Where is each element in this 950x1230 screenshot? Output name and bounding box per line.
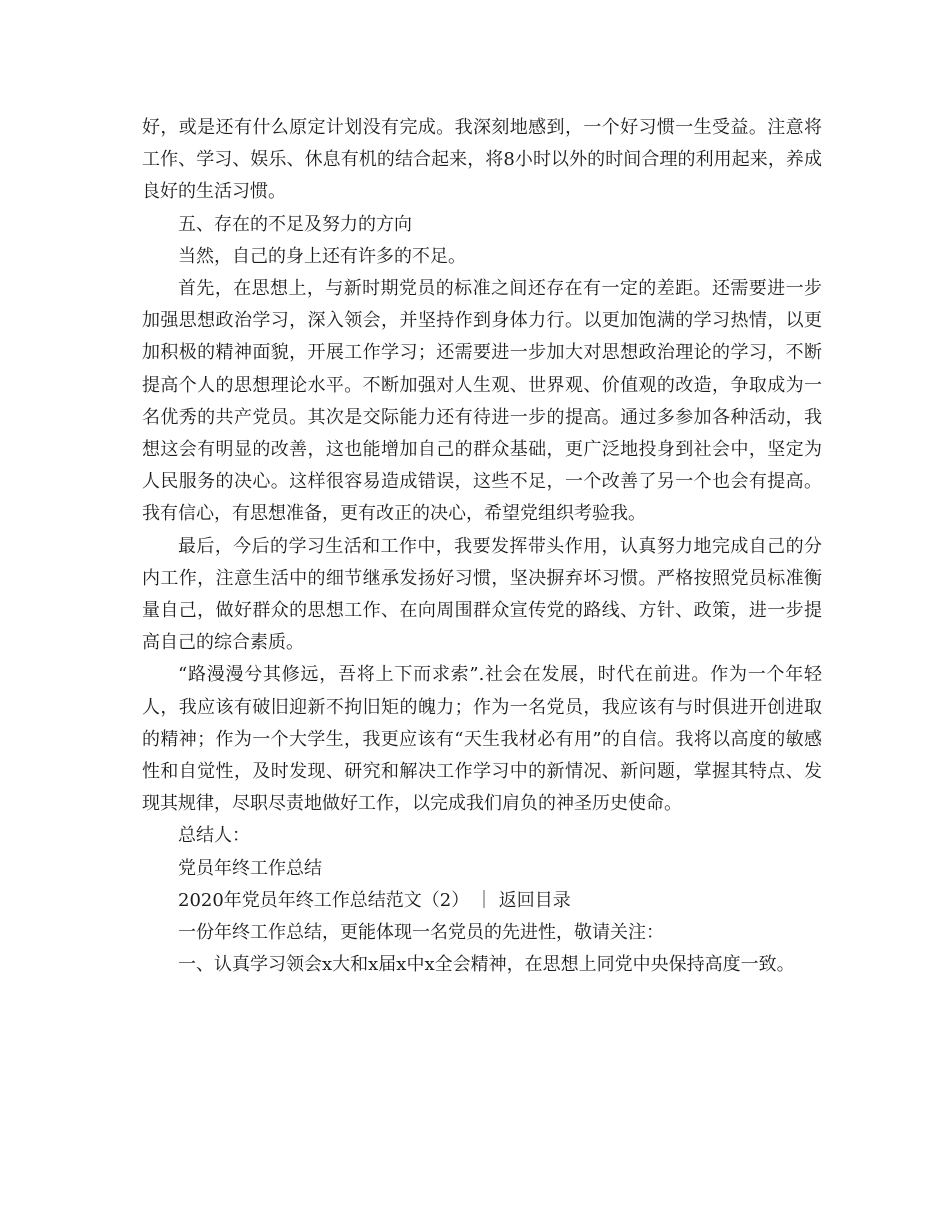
paragraph-intro-second: 一份年终工作总结，更能体现一名党员的先进性，敬请关注： [178,922,664,944]
paragraph-finally: 最后，今后的学习生活和工作中，我要发挥带头作用，认真努力地完成自己的分内工作，注意生活中的细节继承发扬好习惯，坚决摒弃坏习惯。严格按照党员标准衡量自己，做好群众的思想工作、在向周围群众宣传党的路线、方针、政策，进一步提高自己的综合素质。 [142,535,822,654]
document-body [142,112,822,981]
summarizer-line: 总结人： [178,825,250,847]
paragraph-point-one: 一、认真学习领会x大和x届x中x全会精神，在思想上同党中央保持高度一致。 [178,954,795,976]
section-heading-shortcomings: 五、存在的不足及努力的方向 [178,213,412,235]
toc-link-line[interactable]: 2020年党员年终工作总结范文（2） ｜ 返回目录 [178,889,571,911]
paragraph-quote: “路漫漫兮其修远，吾将上下而求索”.社会在发展，时代在前进。作为一个年轻人，我应该有破旧迎新不拘旧矩的魄力；作为一名党员，我应该有与时俱进开创进取的精神；作为一个大学生，我更应该有“天生我材必有用”的自信。我将以高度的敏感性和自觉性，及时发现、研究和解决工作学习中的新情况、新问题，掌握其特点、发现其规律，尽职尽责地做好工作，以完成我们肩负的神圣历史使命。 [142,664,822,815]
document-subtitle: 党员年终工作总结 [178,857,322,879]
paragraph-first-thoughts: 首先，在思想上，与新时期党员的标准之间还存在有一定的差距。还需要进一步加强思想政治学习，深入领会，并坚持作到身体力行。以更加饱满的学习热情，以更加积极的精神面貌，开展工作学习；还需要进一步加大对思想政治理论的学习，不断提高个人的思想理论水平。不断加强对人生观、世界观、价值观的改造，争取成为一名优秀的共产党员。其次是交际能力还有待进一步的提高。通过多参加各种活动，我想这会有明显的改善，这也能增加自己的群众基础，更广泛地投身到社会中，坚定为人民服务的决心。这样很容易造成错误，这些不足，一个改善了另一个也会有提高。我有信心，有思想准备，更有改正的决心，希望党组织考验我。 [142,278,822,525]
paragraph-daily-habits: 好，或是还有什么原定计划没有完成。我深刻地感到，一个好习惯一生受益。注意将工作、学习、娱乐、休息有机的结合起来，将8小时以外的时间合理的利用起来，养成良好的生活习惯。 [142,117,822,203]
paragraph-shortcomings-intro: 当然，自己的身上还有许多的不足。 [178,245,466,267]
